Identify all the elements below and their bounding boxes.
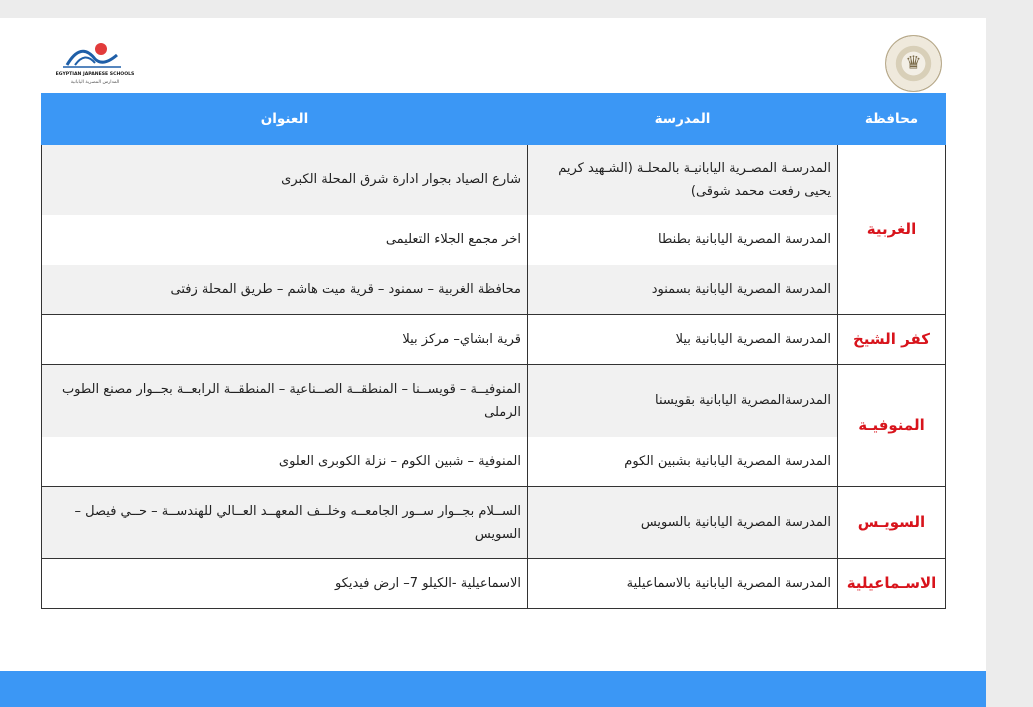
table-row xyxy=(42,265,946,315)
table-row xyxy=(42,145,946,215)
school-name-cell: المدرسة المصرية اليابانية بشبين الكوم xyxy=(528,437,838,487)
address-cell: قرية ابشاي– مركز بيلا xyxy=(42,315,528,365)
address-cell: شارع الصياد بجوار ادارة شرق المحلة الكبرى xyxy=(42,145,528,215)
governorate-cell: الغربية xyxy=(838,145,946,315)
eagle-icon: ♛ xyxy=(905,51,922,73)
school-name-cell: المدرسة المصرية اليابانية بطنطا xyxy=(528,215,838,265)
logo-english-text: EGYPTIAN JAPANESE SCHOOLS xyxy=(55,72,135,77)
column-header-address: العنوان xyxy=(42,94,528,145)
table-row xyxy=(42,365,946,437)
table-row xyxy=(42,315,946,365)
table-row xyxy=(42,437,946,487)
school-name-cell: المدرسة المصرية اليابانية بسمنود xyxy=(528,265,838,315)
page-header xyxy=(40,33,945,93)
school-name-cell: المدرسة المصرية اليابانية بالسويس xyxy=(528,487,838,559)
school-name-cell: المدرسة المصرية اليابانية بيلا xyxy=(528,315,838,365)
address-cell: محافظة الغربية – سمنود – قرية ميت هاشم – طريق المحلة زفتى xyxy=(42,265,528,315)
column-header-school: المدرسة xyxy=(528,94,838,145)
ministry-seal-icon xyxy=(885,35,942,92)
governorate-cell: السويـس xyxy=(838,487,946,559)
table-header-row xyxy=(42,94,946,145)
governorate-cell: الاسـماعيلية xyxy=(838,559,946,609)
logo-arabic-text: المدارس المصرية اليابانية xyxy=(70,80,120,85)
school-name-cell: المدرسة المصرية اليابانية بالاسماعيلية xyxy=(528,559,838,609)
document-page xyxy=(0,18,986,707)
logo-mark-icon xyxy=(55,35,130,71)
address-cell: المنوفية – شبين الكوم – نزلة الكوبرى العلوى xyxy=(42,437,528,487)
column-header-governorate: محافظة xyxy=(838,94,946,145)
address-cell: الاسماعيلية -الكيلو 7– ارض فيديكو xyxy=(42,559,528,609)
governorate-cell: المنوفيـة xyxy=(838,365,946,487)
address-cell: اخر مجمع الجلاء التعليمى xyxy=(42,215,528,265)
address-cell: الســلام بجــوار ســور الجامعــه وخلــف المعهــد العــالي للهندســة – حــي فيصل – السويس xyxy=(42,487,528,559)
governorate-cell: كفر الشيخ xyxy=(838,315,946,365)
schools-table xyxy=(41,93,946,609)
table-row xyxy=(42,487,946,559)
table-row xyxy=(42,559,946,609)
address-cell: المنوفيــة – قويســنا – المنطقــة الصــناعية – المنطقــة الرابعــة بجــوار مصنع الطوب الرملى xyxy=(42,365,528,437)
bottom-blue-bar xyxy=(0,671,986,707)
school-name-cell: المدرسةالمصرية اليابانية بقويسنا xyxy=(528,365,838,437)
egyptian-japanese-schools-logo xyxy=(55,35,135,90)
school-name-cell: المدرسـة المصـرية اليابانيـة بالمحلـة (الشـهيد كريم يحيى رفعت محمد شوقى) xyxy=(528,145,838,215)
table-row xyxy=(42,215,946,265)
